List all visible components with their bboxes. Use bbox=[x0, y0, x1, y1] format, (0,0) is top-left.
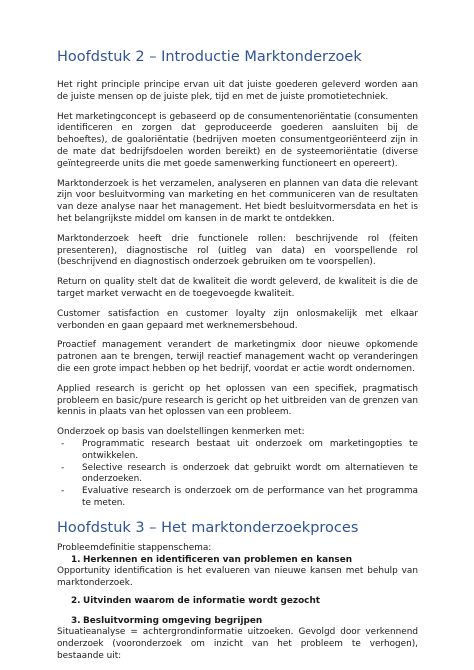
step-1-text: Opportunity identification is het evalueren van nieuwe kansen met behulp van marktonderzoek. bbox=[57, 566, 418, 589]
paragraph-applied-research: Applied research is gericht op het oplossen van een specifiek, pragmatisch probleem en basic/pure research is gericht op het uitbreiden van de grenzen van kennis in plaats van het oplossen van een probleem. bbox=[57, 383, 418, 418]
paragraph-return-on-quality: Return on quality stelt dat de kwaliteit die wordt geleverd, de kwaliteit is die de target market verwacht en de toegevoegde kwaliteit. bbox=[57, 277, 418, 299]
step-number: 3. bbox=[71, 615, 81, 626]
paragraph-customer-satisfaction: Customer satisfaction en customer loyalty zijn onlosmakelijk met elkaar verbonden en gaan gepaard met werknemersbehoud. bbox=[57, 308, 418, 331]
list-item bbox=[57, 463, 418, 487]
step-label: Uitvinden waarom de informatie wordt gezocht bbox=[83, 595, 321, 606]
list-item-text: Selective research is onderzoek dat gebruikt wordt om alternatieven te onderzoeken. bbox=[82, 462, 418, 485]
list-item bbox=[57, 486, 418, 510]
step-3 bbox=[57, 616, 418, 628]
paragraph-marketingconcept: Het marketingconcept is gebaseerd op de consumentenoriëntatie (consumenten identificeren en zorgen dat geproduceerde goederen aansluiten bij de behoeftes), de goaloriëntatie (bedrijven moeten consumentgeoriënteerd zijn in de mate dat bedrijfsdoelen worden bereikt) en de systeemoriëntatie (diverse geïntegreerde units die met goede samenwerking functioneert en opereert). bbox=[57, 111, 418, 169]
list-item-text: Evaluative research is onderzoek om de performance van het programma te meten. bbox=[82, 486, 418, 508]
step-number: 2. bbox=[71, 595, 81, 606]
chapter-2-heading: Hoofdstuk 2 – Introductie Marktonderzoek bbox=[57, 49, 362, 65]
list-intro: Onderzoek op basis van doelstellingen kenmerken met: bbox=[57, 427, 305, 438]
steps-intro: Probleemdefinitie stappenschema: bbox=[57, 542, 212, 553]
step-1 bbox=[57, 555, 418, 567]
step-number: 1. bbox=[71, 554, 81, 565]
step-2 bbox=[57, 596, 418, 608]
step-label: Besluitvorming omgeving begrijpen bbox=[83, 615, 263, 626]
dash-bullet: - bbox=[61, 486, 65, 497]
dash-bullet: - bbox=[61, 462, 65, 473]
paragraph-functionele-rollen: Marktonderzoek heeft drie functionele rollen: beschrijvende rol (feiten presenteren), diagnostische rol (uitleg van data) en voorspellende rol (beschrijvend en diagnostisch onderzoek gebruiken om te voorspellen). bbox=[57, 233, 418, 268]
paragraph-proactief-management: Proactief management verandert de marketingmix door nieuwe opkomende patronen aan te brengen, terwijl reactief management wacht op veranderingen die een grote impact hebben op het bedrijf, voordat er actie wordt ondernomen. bbox=[57, 340, 418, 374]
list-item bbox=[57, 439, 418, 463]
research-types-list bbox=[57, 439, 418, 510]
dash-bullet: - bbox=[61, 438, 65, 449]
step-3-text: Situatieanalyse = achtergrondinformatie uitzoeken. Gevolgd door verkennend onderzoek (vooronderzoek om inzicht van het probleem te verhogen), bestaande uit: bbox=[57, 627, 418, 662]
step-label: Herkennen en identificeren van problemen en kansen bbox=[83, 554, 353, 565]
list-item-text: Programmatic research bestaat uit onderzoek om marketingopties te ontwikkelen. bbox=[82, 438, 418, 461]
paragraph-marktonderzoek-definitie: Marktonderzoek is het verzamelen, analyseren en plannen van data die relevant zijn voor besluitvorming van marketing en het communiceren van de resultaten van deze analyse naar het management. Het biedt besluitvormersdata en het is het belangrijkste middel om kansen in de markt te ontdekken. bbox=[57, 178, 418, 224]
paragraph-right-principle: Het right principle principe ervan uit dat juiste goederen geleverd worden aan de juiste mensen op de juiste plek, tijd en met de juiste promotietechniek. bbox=[57, 80, 418, 102]
chapter-3-heading: Hoofdstuk 3 – Het marktonderzoekproces bbox=[57, 519, 359, 536]
